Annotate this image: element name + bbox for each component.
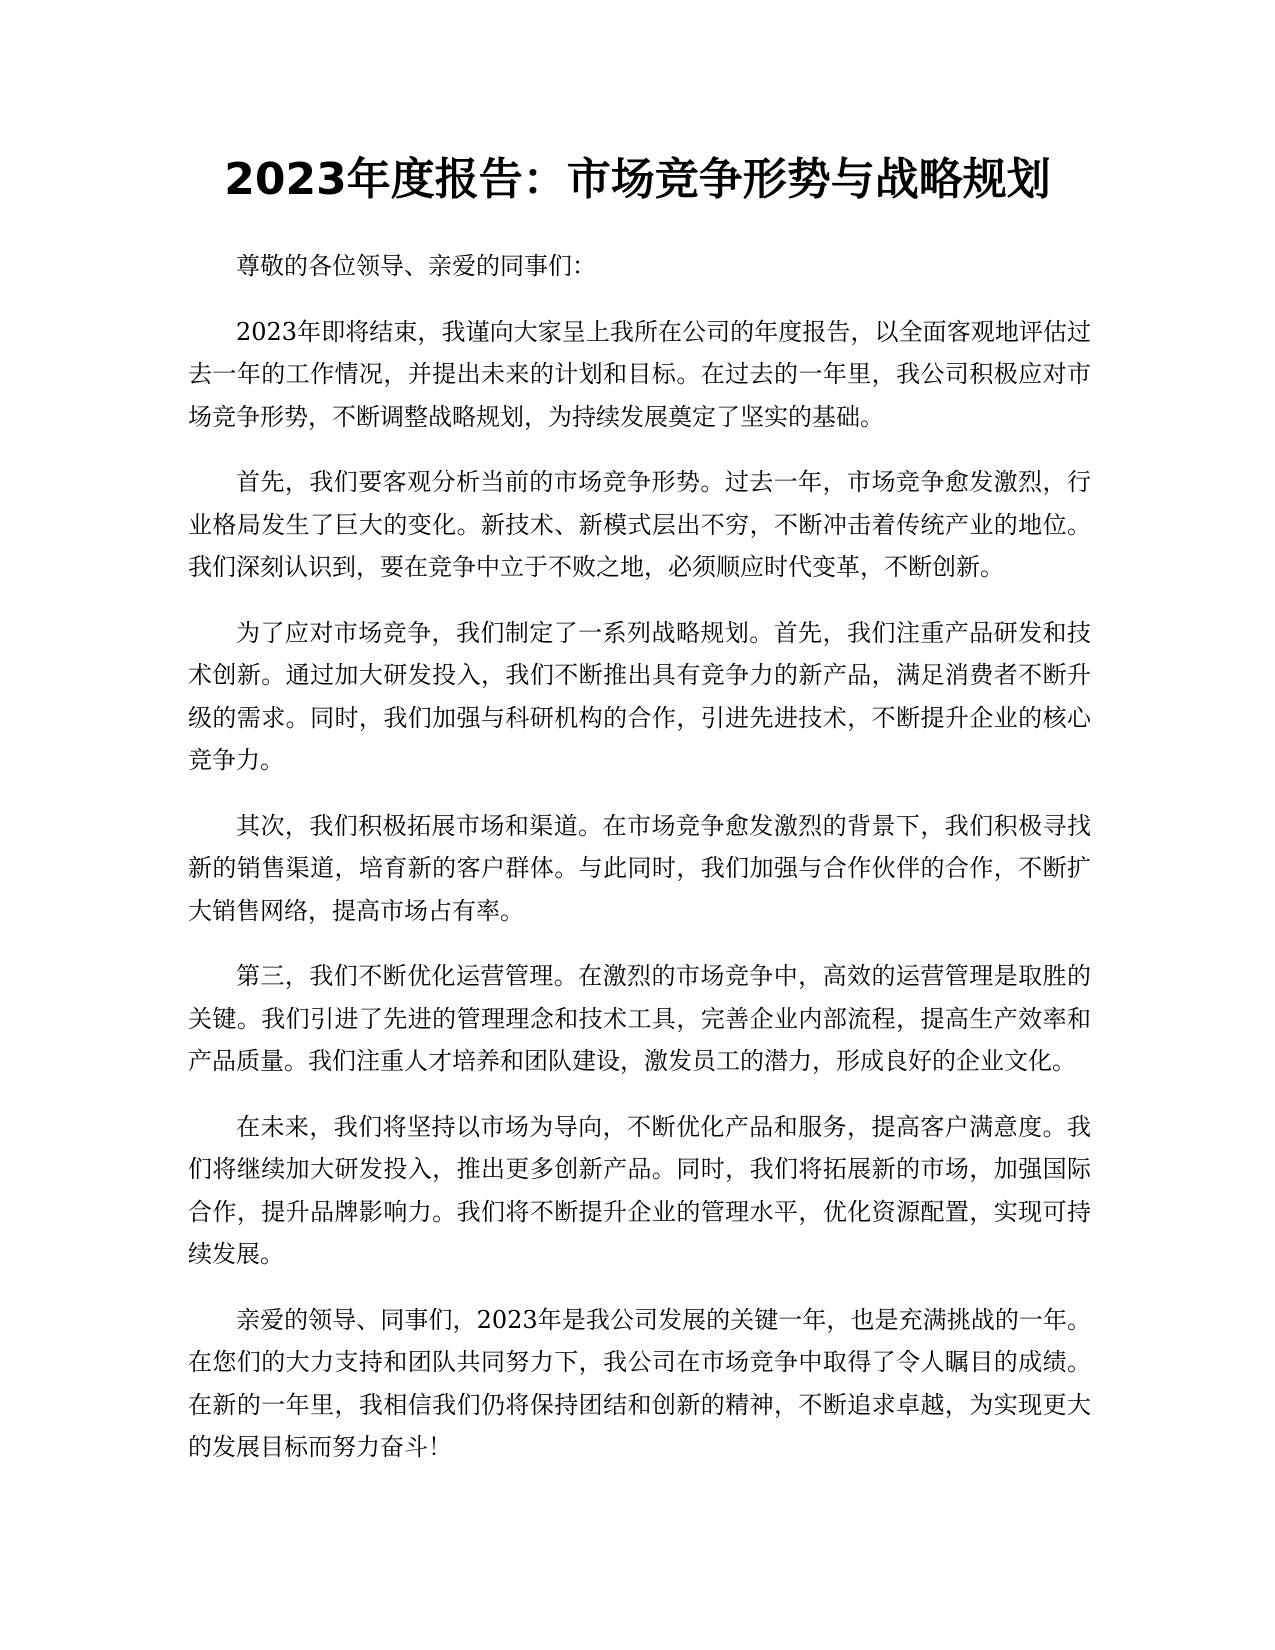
document-title: 2023年度报告：市场竞争形势与战略规划 [224, 154, 1051, 205]
document-body [188, 245, 1091, 1492]
paragraph: 在未来，我们将坚持以市场为导向，不断优化产品和服务，提高客户满意度。我们将继续加大研发投入，推出更多创新产品。同时，我们将拓展新的市场，加强国际合作，提升品牌影响力。我们将不断提升企业的管理水平，优化资源配置，实现可持续发展。 [188, 1112, 1091, 1268]
paragraph: 2023年即将结束，我谨向大家呈上我所在公司的年度报告，以全面客观地评估过去一年的工作情况，并提出未来的计划和目标。在过去的一年里，我公司积极应对市场竞争形势，不断调整战略规划，为持续发展奠定了坚实的基础。 [188, 317, 1091, 431]
paragraph: 为了应对市场竞争，我们制定了一系列战略规划。首先，我们注重产品研发和技术创新。通过加大研发投入，我们不断推出具有竞争力的新产品，满足消费者不断升级的需求。同时，我们加强与科研机构的合作，引进先进技术，不断提升企业的核心竞争力。 [188, 618, 1091, 774]
greeting: 尊敬的各位领导、亲爱的同事们： [236, 252, 596, 280]
paragraph: 其次，我们积极拓展市场和渠道。在市场竞争愈发激烈的背景下，我们积极寻找新的销售渠道，培育新的客户群体。与此同时，我们加强与合作伙伴的合作，不断扩大销售网络，提高市场占有率。 [188, 811, 1091, 925]
paragraph: 亲爱的领导、同事们，2023年是我公司发展的关键一年，也是充满挑战的一年。在您们的大力支持和团队共同努力下，我公司在市场竞争中取得了令人瞩目的成绩。在新的一年里，我相信我们仍将保持团结和创新的精神，不断追求卓越，为实现更大的发展目标而努力奋斗！ [188, 1305, 1091, 1461]
paragraph: 第三，我们不断优化运营管理。在激烈的市场竞争中，高效的运营管理是取胜的关键。我们引进了先进的管理理念和技术工具，完善企业内部流程，提高生产效率和产品质量。我们注重人才培养和团队建设，激发员工的潜力，形成良好的企业文化。 [188, 962, 1091, 1075]
paragraph: 首先，我们要客观分析当前的市场竞争形势。过去一年，市场竞争愈发激烈，行业格局发生了巨大的变化。新技术、新模式层出不穷，不断冲击着传统产业的地位。我们深刻认识到，要在竞争中立于不败之地，必须顺应时代变革，不断创新。 [188, 468, 1091, 581]
